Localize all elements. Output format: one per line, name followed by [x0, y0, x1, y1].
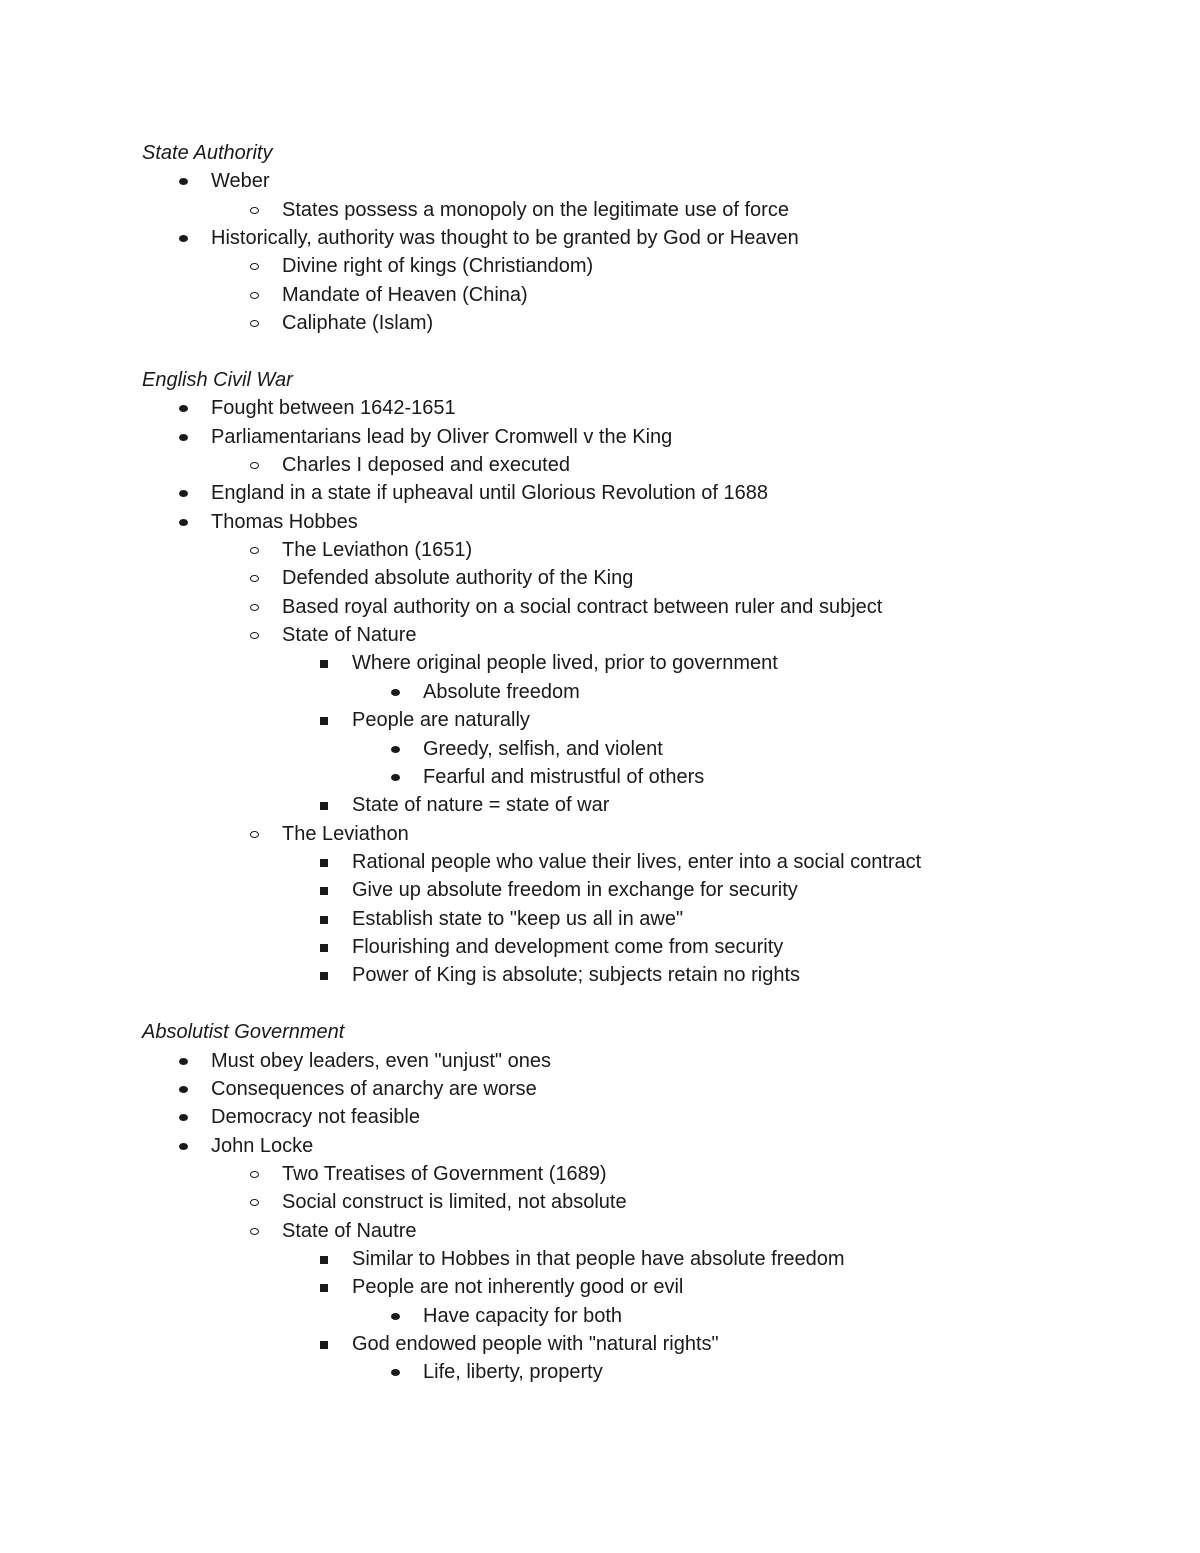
bullet-text: State of nature = state of war [352, 794, 610, 817]
hollow-circle-bullet-icon [250, 831, 259, 838]
square-bullet-icon [320, 916, 328, 924]
bullet-text: Must obey leaders, even "unjust" ones [211, 1049, 551, 1072]
bullet-text: Fearful and mistrustful of others [423, 765, 705, 788]
square-bullet-icon [320, 660, 328, 668]
bullet-text: God endowed people with "natural rights" [352, 1333, 719, 1356]
filled-circle-bullet-icon [179, 1114, 188, 1121]
hollow-circle-bullet-icon [250, 604, 259, 611]
bullet-text: Thomas Hobbes [211, 510, 358, 533]
square-bullet-icon [320, 717, 328, 725]
bullet-text: Fought between 1642-1651 [211, 397, 456, 420]
bullet-text: State of Nature [282, 624, 417, 647]
filled-circle-bullet-icon [179, 519, 188, 526]
section-heading-text: English Civil War [142, 368, 293, 391]
bullet-text: Power of King is absolute; subjects retain no rights [352, 964, 801, 987]
bullet-text: Give up absolute freedom in exchange for security [352, 879, 798, 902]
bullet-text: Divine right of kings (Christiandom) [282, 255, 594, 278]
bullet-text: Democracy not feasible [211, 1106, 420, 1129]
filled-circle-bullet-icon [391, 1313, 400, 1320]
filled-circle-bullet-icon [179, 490, 188, 497]
bullet-text: People are naturally [352, 709, 530, 732]
bullet-text: Rational people who value their lives, enter into a social contract [352, 851, 922, 873]
bullet-text: State of Nautre [282, 1219, 417, 1242]
square-bullet-icon [320, 944, 328, 952]
bullet-text: Parliamentarians lead by Oliver Cromwell v the King [211, 425, 673, 448]
bullet-text: Flourishing and development come from security [352, 936, 784, 959]
bullet-text: Similar to Hobbes in that people have absolute freedom [352, 1248, 845, 1271]
filled-circle-bullet-icon [391, 774, 400, 781]
filled-circle-bullet-icon [179, 235, 188, 242]
bullet-text: Social construct is limited, not absolute [282, 1191, 627, 1214]
bullet-text: Weber [211, 170, 270, 193]
filled-circle-bullet-icon [179, 434, 188, 441]
bullet-text: People are not inherently good or evil [352, 1276, 684, 1299]
bullet-text: England in a state if upheaval until Glorious Revolution of 1688 [211, 482, 769, 505]
filled-circle-bullet-icon [179, 405, 188, 412]
filled-circle-bullet-icon [391, 689, 400, 696]
bullet-text: The Leviathon (1651) [282, 539, 473, 562]
bullet-text: Absolute freedom [423, 680, 580, 703]
square-bullet-icon [320, 859, 328, 867]
bullet-text: Consequences of anarchy are worse [211, 1077, 537, 1100]
square-bullet-icon [320, 1341, 328, 1349]
hollow-circle-bullet-icon [250, 632, 259, 639]
square-bullet-icon [320, 972, 328, 980]
filled-circle-bullet-icon [391, 1369, 400, 1376]
square-bullet-icon [320, 1284, 328, 1292]
bullet-text: The Leviathon [282, 822, 409, 845]
filled-circle-bullet-icon [391, 746, 400, 753]
hollow-circle-bullet-icon [250, 547, 259, 554]
bullet-text: Charles I deposed and executed [282, 453, 570, 476]
section-heading-text: State Authority [142, 142, 273, 164]
section-heading-text: Absolutist Government [142, 1021, 345, 1044]
bullet-text: Mandate of Heaven (China) [282, 283, 528, 306]
bullet-text: Establish state to "keep us all in awe" [352, 907, 684, 930]
bullet-text: States possess a monopoly on the legitimate use of force [282, 198, 789, 221]
filled-circle-bullet-icon [179, 1058, 188, 1065]
hollow-circle-bullet-icon [250, 292, 259, 299]
bullet-text: Greedy, selfish, and violent [423, 737, 663, 760]
square-bullet-icon [320, 1256, 328, 1264]
square-bullet-icon [320, 887, 328, 895]
hollow-circle-bullet-icon [250, 320, 259, 327]
filled-circle-bullet-icon [179, 1143, 188, 1150]
bullet-text: Life, liberty, property [423, 1361, 603, 1384]
bullet-text: Caliphate (Islam) [282, 312, 434, 335]
bullet-text: John Locke [211, 1134, 314, 1157]
bullet-text: Where original people lived, prior to government [352, 652, 778, 675]
hollow-circle-bullet-icon [250, 1228, 259, 1235]
bullet-text: Have capacity for both [423, 1304, 622, 1327]
bullet-text: Two Treatises of Government (1689) [282, 1162, 607, 1185]
square-bullet-icon [320, 802, 328, 810]
hollow-circle-bullet-icon [250, 1199, 259, 1206]
bullet-text: Historically, authority was thought to be granted by God or Heaven [211, 227, 799, 250]
filled-circle-bullet-icon [179, 1086, 188, 1093]
hollow-circle-bullet-icon [250, 462, 259, 469]
bullet-text: Based royal authority on a social contract between ruler and subject [282, 595, 883, 618]
hollow-circle-bullet-icon [250, 263, 259, 270]
hollow-circle-bullet-icon [250, 207, 259, 214]
hollow-circle-bullet-icon [250, 575, 259, 582]
bullet-text: Defended absolute authority of the King [282, 567, 634, 590]
hollow-circle-bullet-icon [250, 1171, 259, 1178]
filled-circle-bullet-icon [179, 178, 188, 185]
